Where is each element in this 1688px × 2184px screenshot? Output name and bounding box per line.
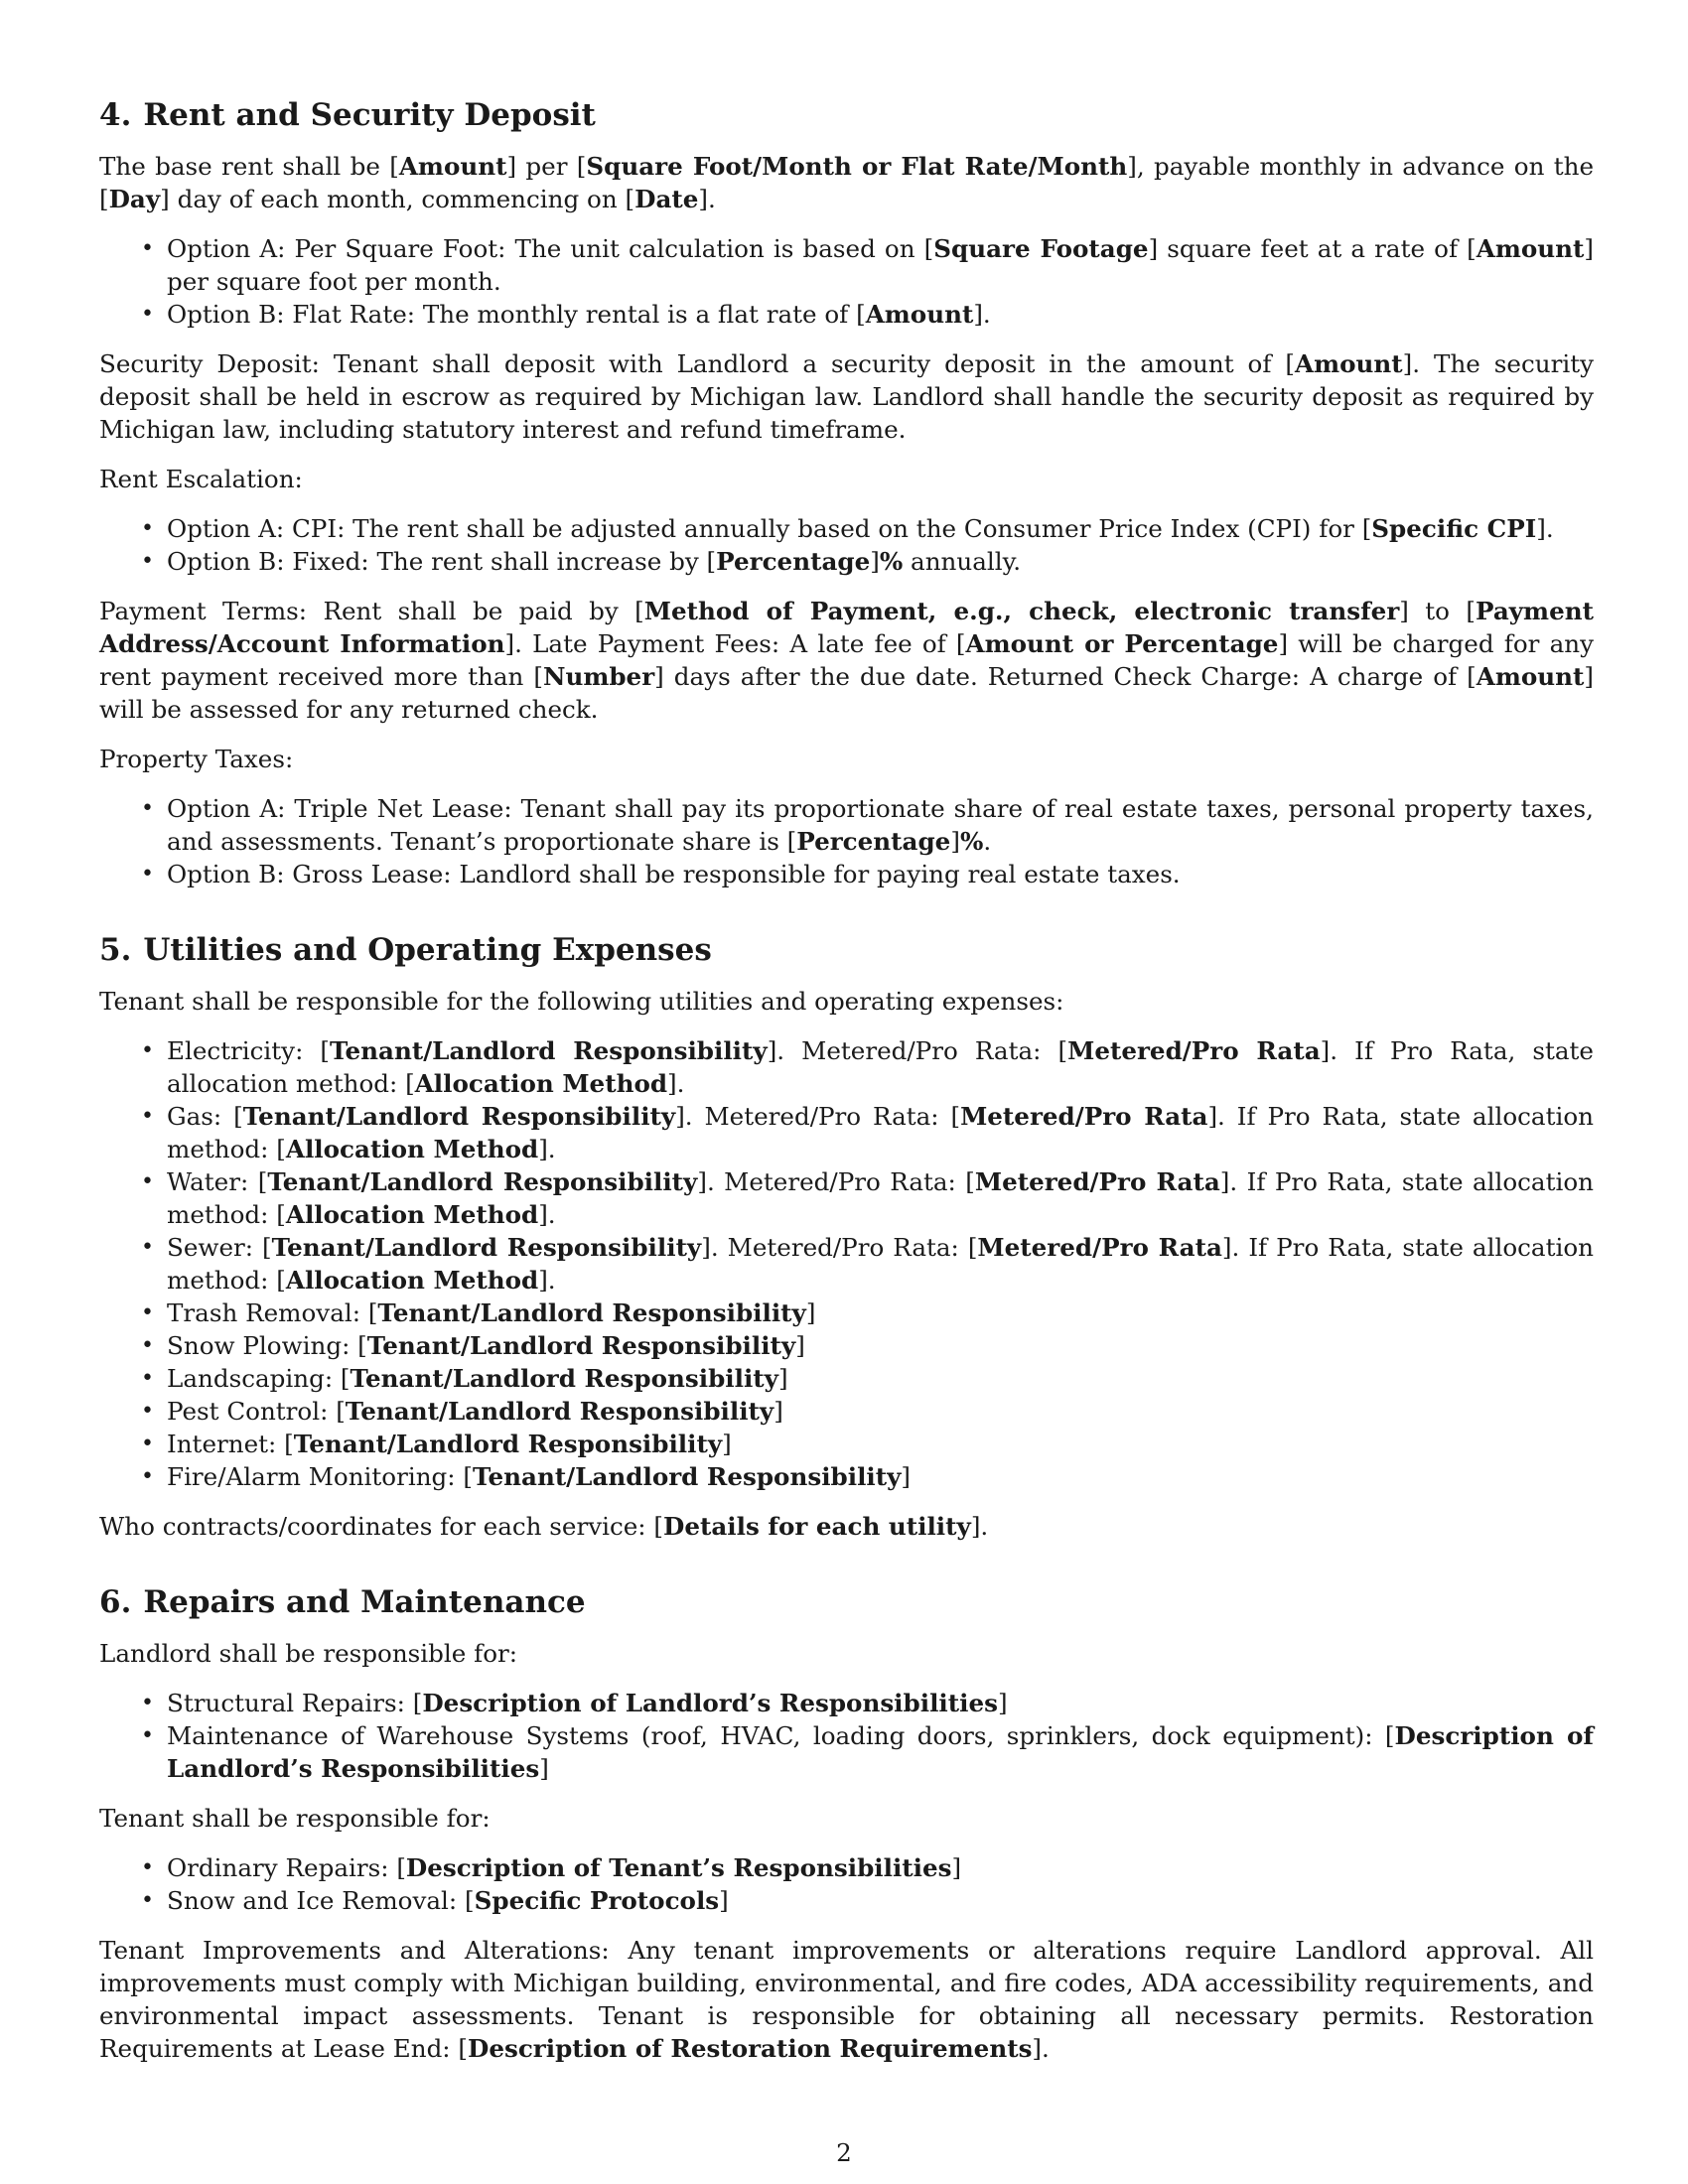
text-run: ]. Metered/Pro Rata: [ — [701, 1233, 978, 1262]
placeholder-field: Tenant/Landlord Responsibility — [345, 1397, 774, 1426]
text-run: Property Taxes: — [99, 745, 294, 773]
text-run: Fire/Alarm Monitoring: [ — [167, 1462, 473, 1491]
text-run: ] — [805, 1298, 816, 1327]
text-run: Landscaping: [ — [167, 1364, 351, 1393]
text-run: ] — [997, 1689, 1008, 1717]
placeholder-field: Payment Address/Account Information — [99, 597, 1594, 658]
list-item — [167, 1428, 1594, 1460]
text-run: ]. If Pro Rata, state allocation method: [ — [167, 1102, 1594, 1163]
text-run: annually. — [903, 547, 1022, 576]
text-run: Tenant shall be responsible for: — [99, 1804, 491, 1833]
placeholder-field: Square Foot/Month or Flat Rate/Month — [586, 152, 1128, 181]
text-run: ] — [722, 1430, 732, 1458]
placeholder-field: Specific CPI — [1371, 514, 1537, 543]
list-item — [167, 1100, 1594, 1165]
list-item — [167, 1297, 1594, 1329]
text-run: ]. Metered/Pro Rata: [ — [767, 1036, 1068, 1065]
placeholder-field: Tenant/Landlord Responsibility — [366, 1331, 796, 1360]
text-run: Pest Control: [ — [167, 1397, 346, 1426]
placeholder-field: Tenant/Landlord Responsibility — [242, 1102, 676, 1131]
text-run: ]. — [1536, 514, 1554, 543]
paragraph — [99, 985, 1594, 1018]
list-item — [167, 1687, 1594, 1719]
text-run: ]. Metered/Pro Rata: [ — [697, 1167, 975, 1196]
text-run: ] per [ — [506, 152, 587, 181]
text-run: Snow and Ice Removal: [ — [167, 1886, 475, 1915]
text-run: Payment Terms: Rent shall be paid by [ — [99, 597, 644, 625]
text-run: ], payable monthly in advance on the [ — [99, 152, 1595, 213]
text-run: ]. — [538, 1135, 556, 1163]
placeholder-field: Specific Protocols — [474, 1886, 720, 1915]
bullet-list — [99, 1687, 1594, 1785]
text-run: ] will be charged for any rent payment received more than [ — [99, 629, 1595, 691]
placeholder-field: Tenant/Landlord Responsibility — [350, 1364, 778, 1393]
list-item — [167, 1395, 1594, 1428]
placeholder-field: Amount — [865, 300, 974, 329]
placeholder-field: Tenant/Landlord Responsibility — [267, 1167, 698, 1196]
list-item — [167, 1719, 1594, 1785]
list-item — [167, 792, 1594, 858]
placeholder-field: Day — [108, 185, 161, 213]
paragraph — [99, 347, 1594, 446]
placeholder-field: Tenant/Landlord Responsibility — [473, 1462, 902, 1491]
text-run: Option B: Fixed: The rent shall increase by [ — [167, 547, 717, 576]
placeholder-field: Date — [634, 185, 699, 213]
section-title: Utilities and Operating Expenses — [143, 932, 712, 968]
text-run: ] — [539, 1754, 549, 1783]
bullet-list — [99, 1851, 1594, 1917]
paragraph — [99, 150, 1594, 215]
text-run: ]. If Pro Rata, state allocation method: [ — [167, 1036, 1594, 1098]
text-run: ] square feet at a rate of [ — [1148, 234, 1477, 263]
text-run: Option A: CPI: The rent shall be adjusted annually based on the Consumer Price Index (CPI) for [ — [167, 514, 1372, 543]
text-run: ]. Late Payment Fees: A late fee of [ — [504, 629, 966, 658]
placeholder-field: Allocation Method — [285, 1266, 539, 1295]
text-run: ]. — [1032, 2034, 1050, 2063]
list-item — [167, 1034, 1594, 1100]
placeholder-field: Details for each utility — [663, 1512, 971, 1541]
paragraph — [99, 1802, 1594, 1835]
text-run: ] — [795, 1331, 805, 1360]
text-run: ] will be assessed for any returned check. — [99, 662, 1594, 724]
placeholder-field: Number — [542, 662, 655, 691]
placeholder-field: Metered/Pro Rata — [974, 1167, 1220, 1196]
text-run: . — [983, 827, 992, 856]
list-item — [167, 512, 1594, 545]
text-run: ]. — [973, 300, 991, 329]
text-run: Option B: Gross Lease: Landlord shall be responsible for paying real estate taxes. — [167, 860, 1181, 888]
text-run: Option B: Flat Rate: The monthly rental is a flat rate of [ — [167, 300, 866, 329]
text-run: Sewer: [ — [167, 1233, 272, 1262]
text-run: ] per square foot per month. — [167, 234, 1594, 296]
text-run: ]. — [538, 1266, 556, 1295]
text-run: ]. If Pro Rata, state allocation method: [ — [167, 1167, 1594, 1229]
text-run: ]. Metered/Pro Rata: [ — [675, 1102, 961, 1131]
section-6 — [99, 1582, 1594, 2065]
text-run: Electricity: [ — [167, 1036, 331, 1065]
text-run: Rent Escalation: — [99, 465, 303, 493]
text-run: ]. If Pro Rata, state allocation method: [ — [167, 1233, 1594, 1295]
text-run: Trash Removal: [ — [167, 1298, 378, 1327]
section-number: 4. — [99, 97, 132, 133]
placeholder-field: Amount or Percentage — [965, 629, 1279, 658]
placeholder-field: Tenant/Landlord Responsibility — [330, 1036, 768, 1065]
placeholder-field: % — [879, 547, 904, 576]
paragraph — [99, 595, 1594, 726]
placeholder-field: Tenant/Landlord Responsibility — [377, 1298, 806, 1327]
placeholder-field: Amount — [398, 152, 507, 181]
section-number: 5. — [99, 932, 132, 968]
text-run: ]. — [970, 1512, 989, 1541]
text-run: Gas: [ — [167, 1102, 243, 1131]
placeholder-field: Amount — [1295, 349, 1403, 378]
list-item — [167, 232, 1594, 298]
paragraph — [99, 1510, 1594, 1543]
bullet-list — [99, 1034, 1594, 1493]
placeholder-field: Description of Landlord’s Responsibilities — [422, 1689, 998, 1717]
placeholder-field: Description of Landlord’s Responsibilities — [167, 1721, 1595, 1783]
placeholder-field: % — [959, 827, 984, 856]
text-run: Option A: Triple Net Lease: Tenant shall pay its proportionate share of real estate taxes, personal property taxes, and assessments. Tenant’s proportionate share is [ — [167, 794, 1594, 856]
text-run: ]. — [698, 185, 716, 213]
placeholder-field: Amount — [1476, 234, 1585, 263]
placeholder-field: Method of Payment, e.g., check, electronic transfer — [643, 597, 1400, 625]
list-item — [167, 1362, 1594, 1395]
list-item — [167, 1329, 1594, 1362]
list-item — [167, 1460, 1594, 1493]
text-run: The base rent shall be [ — [99, 152, 399, 181]
section-heading — [99, 930, 1594, 970]
page-number: 2 — [836, 2138, 852, 2167]
text-run: ] day of each month, commencing on [ — [160, 185, 635, 213]
placeholder-field: Allocation Method — [414, 1069, 668, 1098]
text-run: Structural Repairs: [ — [167, 1689, 423, 1717]
bullet-list — [99, 512, 1594, 578]
section-number: 6. — [99, 1584, 132, 1620]
section-5 — [99, 930, 1594, 1543]
text-run: Security Deposit: Tenant shall deposit with Landlord a security deposit in the amount of [ — [99, 349, 1296, 378]
text-run: ] days after the due date. Returned Check Charge: A charge of [ — [654, 662, 1477, 691]
bullet-list — [99, 792, 1594, 890]
text-run: ] — [777, 1364, 788, 1393]
placeholder-field: Metered/Pro Rata — [960, 1102, 1208, 1131]
text-run: Landlord shall be responsible for: — [99, 1639, 518, 1668]
text-run: ] — [901, 1462, 912, 1491]
placeholder-field: Square Footage — [933, 234, 1149, 263]
text-run: ] — [950, 827, 960, 856]
placeholder-field: Metered/Pro Rata — [977, 1233, 1222, 1262]
placeholder-field: Description of Tenant’s Responsibilities — [405, 1853, 952, 1882]
placeholder-field: Allocation Method — [285, 1135, 539, 1163]
text-run: Tenant Improvements and Alterations: Any tenant improvements or alterations require Landlord approval. All improvements must comply with Michigan building, environmental, and fire codes, ADA accessibility requirements, and environmental impact assessments. Tenant is responsible for obtaining all necessary permits. Restoration Requirements at Lease End: [ — [99, 1936, 1594, 2063]
paragraph — [99, 1637, 1594, 1670]
text-run: ] to [ — [1399, 597, 1476, 625]
list-item — [167, 858, 1594, 890]
paragraph — [99, 743, 1594, 775]
placeholder-field: Percentage — [716, 547, 871, 576]
placeholder-field: Description of Restoration Requirements — [468, 2034, 1033, 2063]
text-run: Maintenance of Warehouse Systems (roof, HVAC, loading doors, sprinklers, dock equipment): [ — [167, 1721, 1395, 1750]
section-title: Rent and Security Deposit — [143, 97, 596, 133]
text-run: ]. — [667, 1069, 685, 1098]
placeholder-field: Amount — [1476, 662, 1585, 691]
list-item — [167, 1165, 1594, 1231]
list-item — [167, 1231, 1594, 1297]
section-4 — [99, 95, 1594, 890]
placeholder-field: Allocation Method — [285, 1200, 539, 1229]
list-item — [167, 545, 1594, 578]
paragraph — [99, 1934, 1594, 2065]
section-heading — [99, 95, 1594, 135]
text-run: Who contracts/coordinates for each service: [ — [99, 1512, 664, 1541]
text-run: Tenant shall be responsible for the following utilities and operating expenses: — [99, 987, 1064, 1016]
text-run: ] — [719, 1886, 729, 1915]
placeholder-field: Tenant/Landlord Responsibility — [293, 1430, 723, 1458]
text-run: ]. — [538, 1200, 556, 1229]
text-run: Snow Plowing: [ — [167, 1331, 367, 1360]
text-run: ] — [774, 1397, 783, 1426]
text-run: Ordinary Repairs: [ — [167, 1853, 406, 1882]
section-title: Repairs and Maintenance — [143, 1584, 586, 1620]
text-run: ] — [870, 547, 880, 576]
text-run: Water: [ — [167, 1167, 268, 1196]
paragraph — [99, 463, 1594, 495]
document-page — [99, 95, 1594, 2105]
section-heading — [99, 1582, 1594, 1622]
text-run: Option A: Per Square Foot: The unit calculation is based on [ — [167, 234, 934, 263]
placeholder-field: Tenant/Landlord Responsibility — [271, 1233, 702, 1262]
list-item — [167, 1884, 1594, 1917]
placeholder-field: Percentage — [796, 827, 951, 856]
text-run: ] — [951, 1853, 962, 1882]
text-run: ]. The security deposit shall be held in escrow as required by Michigan law. Landlord shall handle the security deposit as required by Michigan law, including statutory interest and refund timeframe. — [99, 349, 1594, 444]
list-item — [167, 1851, 1594, 1884]
text-run: Internet: [ — [167, 1430, 294, 1458]
placeholder-field: Metered/Pro Rata — [1067, 1036, 1321, 1065]
list-item — [167, 298, 1594, 331]
bullet-list — [99, 232, 1594, 331]
